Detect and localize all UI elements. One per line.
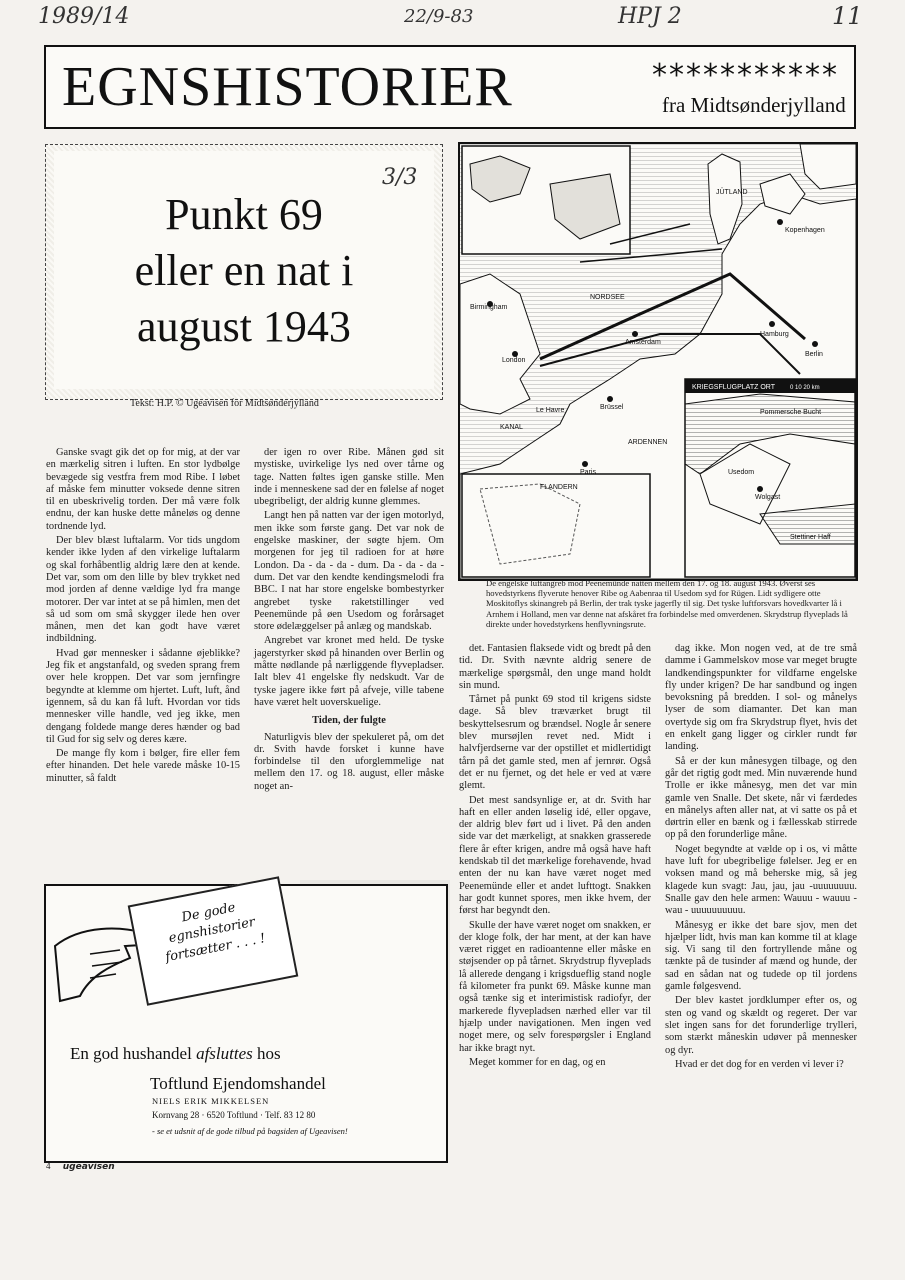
masthead-subtitle: fra Midtsønderjylland (662, 93, 846, 117)
map-label: NORDSEE (590, 294, 625, 301)
map-label: FLANDERN (540, 484, 578, 491)
map-label: Hamburg (760, 331, 789, 338)
handwritten-ref-left: 1989/14 (38, 4, 130, 29)
paragraph: Angrebet var kronet med held. De tyske jagerstyrker skød på hinanden over Berlin og måtte nødlande på nærliggende flyvepladser. Ialt blev 41 engelske fly nedskudt. Var de tyske jagere ikke ført på afveje, ville tabene have været helt uoverskuelige. (254, 635, 444, 708)
paragraph: Så er der kun månesygen tilbage, og den går det rigtig godt med. Min nuværende hund Trolle er ikke månesyg, men det var min gamle ven Snalle. Det skete, når vi færdedes en månelys aften aller nat, at vi satte os på et dørtrin eller en bænk og i fællesskab stirrede op på den forunderlige måne. (665, 755, 857, 841)
article-credit: Tekst: H.P. © Ugeavisen for Midtsønderjylland (130, 398, 319, 409)
handwritten-box-mark: 3/3 (382, 165, 418, 190)
masthead-title: EGNSHISTORIER (62, 56, 513, 118)
map-label: Amsterdam (625, 339, 661, 346)
article-column-2 (254, 447, 444, 795)
headline-line-1: Punkt 69 (165, 190, 323, 239)
paragraph: Hvad gør mennesker i sådanne øjeblikke? Jeg fik et angstanfald, og sveden sprang frem over hele kroppen. Det var som jernfingre begyndte at klemme om hjertet. Luft, luft, ånd igennem, så du kan få luft. Hvordan vor tids mennesker ville handle, ved jeg ikke, men dengang foldede mange deres hænder og bad til Gud for sig selv og deres kære. (46, 647, 240, 745)
inset-scale: 0 10 20 km (790, 385, 820, 391)
headline-box (45, 144, 443, 400)
headline-line-3: august 1943 (137, 302, 351, 351)
raid-map-graphic (460, 144, 856, 579)
paragraph: Ganske svagt gik det op for mig, at der var en mærkelig sitren i luften. En stor lydbølge bevægede sig vestfra frem mod Ribe. I løbet af måske fem minutter voksede denne sitren til en ubeskrivelig torden. Der må være folk endnu, der kan huske dette måneløs og denne tordnende lyd. (46, 447, 240, 532)
ad-tagline: - se et udsnit af de gode tilbud på bagsiden af Ugeavisen! (152, 1126, 348, 1136)
paragraph: Månesyg er ikke det bare sjov, men det hjælper lidt, hvis man kan komme til at klage sig. Vi sang til den fortryllende måne og tænkte på de tusinder af mænd og hunde, der sad en sådan nat og tudede op til jordens gamle følgesvend. (665, 919, 857, 993)
headline-inner (54, 151, 434, 389)
inset-title: KRIEGSFLUGPLATZ ORT (692, 384, 775, 391)
map-caption: De engelske luftangreb mod Peenemünde natten mellem den 17. og 18. august 1943. Øverst ses hovedstyrkens flyverute henover Ribe og Aabenraa til Usedom syd for Rügen. Lidt sydligere otte Moskitoflys skinangreb på Berlin, der trak tyske jagerfly til sig. Det tyske luftforsvars hovedkvarter lå i Arnhem i Holland, men var denne nat afskåret fra forbindelse med omverdenen. Skrydstrup flyveplads lå direkte under hovedstyrkens henflyvningsrute. (486, 578, 848, 629)
handwritten-ref-right: HPJ 2 (618, 4, 682, 29)
footer-page-number: 4 (46, 1161, 51, 1171)
map-label: Usedom (728, 469, 755, 476)
promo-card (128, 876, 299, 1006)
paragraph: Skulle der have været noget om snakken, er der kloge folk, der har ment, at der kan have været rigget en radioantenne eller måske en støjsender op på tårnet. Skrydstrup flyveplads lå allerede dengang i krigsdueflig stand nogle få kilometer fra punkt 69. Måske kunne man også tænke sig et interimistisk radiofyr, der markerede flyvepladsen nærhed eller var til hjælp under navigationen. Men ingen ved noget mere, og selv forespørgsler i England har ikke bragt nyt. (459, 919, 651, 1054)
paragraph: der igen ro over Ribe. Månen gød sit mystiske, uvirkelige lys ned over tårne og tage. Natten føltes igen ganske stille. Men inde i menneskene sad der en følelse af noget ubegribeligt, der aldrig kunne glemmes. (254, 447, 444, 508)
ad-headline-c: hos (252, 1044, 281, 1063)
paragraph: Naturligvis blev der spekuleret på, om det dr. Svith havde forsket i kunne have forbindelse til den uforglemmelige nat mellem den 17. og 18. august, eller måske noget an- (254, 731, 444, 792)
map-label: London (502, 357, 526, 364)
paragraph: Der blev blæst luftalarm. Vor tids ungdom kender ikke lyden af den virkelige luftalarm og skal forhåbentlig aldrig lære den at kende. Det var, som om den lille by blev trykket ned mod jorden af denne vældige lyd fra mange motorer. Der var intet at se på himlen, men det så ud som om små skygger ilede hen over månen, men det kan godt have været indbildning. (46, 535, 240, 645)
paragraph: dag ikke. Mon nogen ved, at de tre små damme i Gammelskov mose var meget brugte landkendingspunkter for vildfarne engelske fly under krigen? De har sandbund og ingen bevoksning på bredden. I sol- og månelys lyser de som diamanter. Det kan man overtyde sig om fra Skrydstrup flyet, hvis det en enkelt gang ligger og cirkler rundt før landing. (665, 643, 857, 753)
ad-headline-b: afsluttes (196, 1044, 253, 1063)
paragraph: Langt hen på natten var der igen motorlyd, men ikke som første gang. Det var nok de engelske maskiner, der søgte hjem. Om morgenen for jeg til radioen for at høre London. Da - da - da - dum. Da - da - da - dum. Det var den kendte kendingsmelodi fra BBC. I nat har store engelske bombestyrker angrebet tyske raketstillinger ved Peenemünde på øen Usedom og forårsaget store ødelæggelser på anlæg og mandskab. (254, 510, 444, 633)
ad-firm-name: Toftlund Ejendomshandel (150, 1074, 326, 1093)
paragraph: Det mest sandsynlige er, at dr. Svith har haft en eller anden løselig idé, eller opgave, der aldrig blev ført ud i livet. På den anden side var det mærkeligt, at snakken grasserede flere år efter krigen, andre må også have haft kendskab til det mærkelige forehavende, hvad enten der nu kan have været noget med Peenemünde eller et andet lufttogt. Snakken har godt kunnet spores, men ikke hvem, der først har begyndt den. (459, 794, 651, 917)
ad-person-name: NIELS ERIK MIKKELSEN (152, 1096, 270, 1106)
map-label: Pommersche Bucht (760, 409, 822, 416)
ad-headline-a: En god hushandel (70, 1044, 197, 1063)
handwritten-date: 22/9-83 (404, 6, 474, 27)
map-label: Birmingham (470, 304, 508, 311)
paragraph: Meget kommer for en dag, og en (469, 1056, 606, 1068)
paragraph: Noget begyndte at vælde op i os, vi måtte have luft for ubegribelige følelser. Jeg er en voksen mand og må beherske mig, så jeg klagede kun svagt: Jau, jau, jau -uuuuuuuu. Snalle gav den hele armen: Wauuu - wauuu - wau - uuuuuuuuuu. (665, 843, 857, 917)
masthead-stars: *********** (652, 58, 839, 93)
map-label: ARDENNEN (628, 439, 668, 446)
ad-address: Kornvang 28 · 6520 Toftlund · Telf. 83 12 80 (152, 1110, 316, 1120)
map-label: KANAL (500, 424, 523, 431)
paragraph: Hvad er det dog for en verden vi lever i? (675, 1058, 844, 1070)
headline-line-2: eller en nat i (134, 246, 354, 295)
handwritten-page-no: 11 (832, 2, 863, 30)
article-column-4 (665, 643, 857, 1073)
map-label: JÜTLAND (716, 189, 748, 196)
paragraph: det. Fantasien flaksede vidt og bredt på den tid. Dr. Svith nævnte aldrig senere de mærkelige spørgsmål, den unge mand holdt sin mund. (459, 643, 651, 691)
map-label: Stettiner Haff (790, 534, 831, 541)
masthead (44, 45, 856, 129)
paragraph: Der blev kastet jordklumper efter os, og sten og vand og skældt og regeret. Der var slet ingen sans for det forunderlige trylleri, som stærkt måneskin udøver på mennesker og dyr. (665, 995, 857, 1056)
real-estate-ad (44, 884, 448, 1163)
paragraph: Tårnet på punkt 69 stod til krigens sidste dage. Så blev træværket brugt til beskyttelsesrum og brændsel. Nogle år senere blev mursøjlen revet ned. Midt i halvfjerdserne var der opstillet et midlertidigt tårn på det gamle sted, men af jernrør. Også det er nu fjernet, og det hele er ved at være glemt. (459, 694, 651, 792)
raid-map (458, 142, 858, 581)
map-label: Paris (580, 469, 596, 476)
map-label: Brüssel (600, 404, 624, 411)
article-headline (54, 187, 434, 355)
article-column-3 (459, 643, 651, 1071)
footer-paper-name: ugeavisen (62, 1162, 115, 1172)
section-heading: Tiden, der fulgte (312, 715, 386, 727)
map-label: Berlin (805, 351, 823, 358)
promo-card-text: De gode egnshistorier fortsætter . . . ! (164, 900, 267, 966)
map-label: Kopenhagen (785, 227, 825, 234)
map-label: Le Havre (536, 407, 565, 414)
ad-headline (70, 1044, 281, 1064)
map-label: Wolgast (755, 494, 781, 501)
page-footer (46, 1161, 115, 1172)
paragraph: De mange fly kom i bølger, fire eller fem efter hinanden. Det hele varede måske 10-15 minutter, så faldt (46, 748, 240, 784)
article-column-1 (46, 447, 240, 787)
